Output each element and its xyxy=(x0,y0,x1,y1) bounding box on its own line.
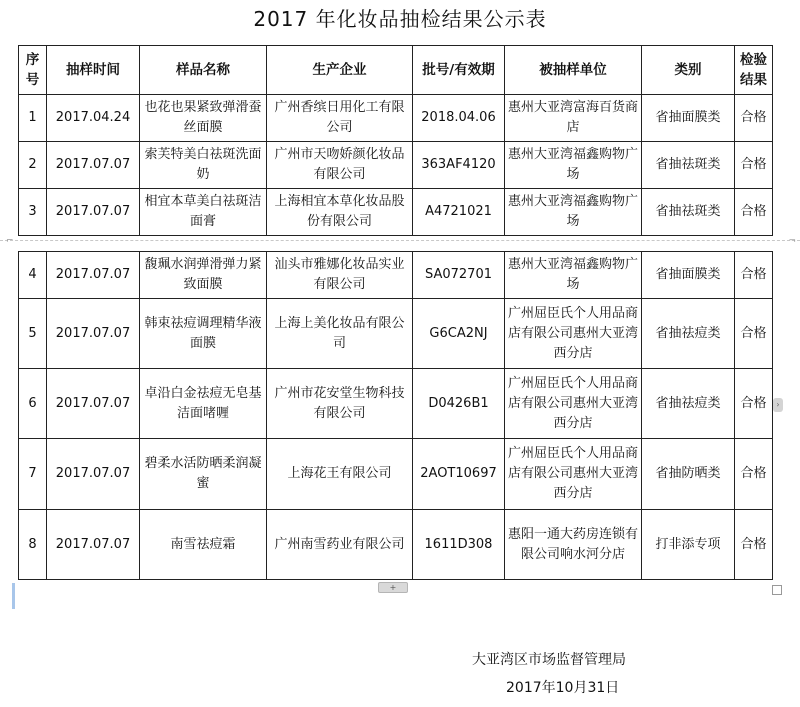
cell-unit: 惠州大亚湾福鑫购物广场 xyxy=(505,189,642,236)
cell-batch: G6CA2NJ xyxy=(413,299,505,369)
cell-date: 2017.07.07 xyxy=(47,189,140,236)
cell-unit: 惠州大亚湾福鑫购物广场 xyxy=(505,252,642,299)
cell-no: 8 xyxy=(19,510,47,580)
cell-result: 合格 xyxy=(735,369,773,439)
cell-result: 合格 xyxy=(735,189,773,236)
cell-maker: 上海花王有限公司 xyxy=(267,439,413,510)
cell-maker: 广州市花安堂生物科技有限公司 xyxy=(267,369,413,439)
cell-date: 2017.07.07 xyxy=(47,510,140,580)
cell-category: 打非添专项 xyxy=(642,510,735,580)
issuing-agency: 大亚湾区市场监督管理局 xyxy=(472,652,626,668)
cell-unit: 广州屈臣氏个人用品商店有限公司惠州大亚湾西分店 xyxy=(505,369,642,439)
cell-batch: 363AF4120 xyxy=(413,142,505,189)
header-unit: 被抽样单位 xyxy=(505,46,642,95)
cell-no: 5 xyxy=(19,299,47,369)
cell-date: 2017.07.07 xyxy=(47,439,140,510)
cell-unit: 广州屈臣氏个人用品商店有限公司惠州大亚湾西分店 xyxy=(505,299,642,369)
cell-unit: 广州屈臣氏个人用品商店有限公司惠州大亚湾西分店 xyxy=(505,439,642,510)
table-header-row xyxy=(19,46,773,95)
text-cursor xyxy=(12,583,15,609)
cell-product: 碧柔水活防晒柔润凝蜜 xyxy=(140,439,267,510)
table-row xyxy=(19,252,773,299)
cell-batch: 1611D308 xyxy=(413,510,505,580)
table-row xyxy=(19,439,773,510)
cell-result: 合格 xyxy=(735,142,773,189)
table-row xyxy=(19,369,773,439)
cell-result: 合格 xyxy=(735,439,773,510)
cell-batch: 2AOT10697 xyxy=(413,439,505,510)
page-break-divider xyxy=(0,240,800,241)
cell-date: 2017.07.07 xyxy=(47,142,140,189)
cell-no: 3 xyxy=(19,189,47,236)
cell-product: 也花也果紧致弹滑蚕丝面膜 xyxy=(140,95,267,142)
cell-maker: 广州南雪药业有限公司 xyxy=(267,510,413,580)
cell-batch: SA072701 xyxy=(413,252,505,299)
cell-unit: 惠州大亚湾富海百货商店 xyxy=(505,95,642,142)
cell-category: 省抽祛痘类 xyxy=(642,369,735,439)
header-date: 抽样时间 xyxy=(47,46,140,95)
cell-no: 4 xyxy=(19,252,47,299)
cell-no: 1 xyxy=(19,95,47,142)
cell-product: 索芙特美白祛斑洗面奶 xyxy=(140,142,267,189)
cell-result: 合格 xyxy=(735,252,773,299)
table-row xyxy=(19,142,773,189)
cell-category: 省抽防晒类 xyxy=(642,439,735,510)
table-row xyxy=(19,95,773,142)
header-result: 检验结果 xyxy=(735,46,773,95)
table-row xyxy=(19,189,773,236)
cell-no: 2 xyxy=(19,142,47,189)
cell-batch: 2018.04.06 xyxy=(413,95,505,142)
cell-unit: 惠州大亚湾福鑫购物广场 xyxy=(505,142,642,189)
table-resize-handle[interactable]: + xyxy=(378,582,408,593)
page-break-marker-right: ¬ xyxy=(788,236,796,246)
cell-result: 合格 xyxy=(735,95,773,142)
cell-date: 2017.07.07 xyxy=(47,299,140,369)
cell-maker: 广州市天吻娇颜化妆品有限公司 xyxy=(267,142,413,189)
page-break-marker-left: ⌐ xyxy=(6,236,14,246)
cell-date: 2017.04.24 xyxy=(47,95,140,142)
side-expand-handle[interactable]: › xyxy=(773,398,783,412)
table-row xyxy=(19,299,773,369)
cell-category: 省抽祛斑类 xyxy=(642,142,735,189)
page-title: 2017 年化妆品抽检结果公示表 xyxy=(253,7,547,31)
cell-product: 卓沿白金祛痘无皂基洁面啫喱 xyxy=(140,369,267,439)
cell-product: 相宜本草美白祛斑洁面膏 xyxy=(140,189,267,236)
cell-no: 6 xyxy=(19,369,47,439)
cell-maker: 上海相宜本草化妆品股份有限公司 xyxy=(267,189,413,236)
issue-date: 2017年10月31日 xyxy=(506,680,620,696)
header-batch: 批号/有效期 xyxy=(413,46,505,95)
cell-result: 合格 xyxy=(735,510,773,580)
cell-unit: 惠阳一通大药房连锁有限公司响水河分店 xyxy=(505,510,642,580)
cell-product: 馥珮水润弹滑弹力紧致面膜 xyxy=(140,252,267,299)
cell-batch: D0426B1 xyxy=(413,369,505,439)
cell-maker: 广州香缤日用化工有限公司 xyxy=(267,95,413,142)
cell-date: 2017.07.07 xyxy=(47,369,140,439)
results-table-page-1 xyxy=(18,45,773,236)
cell-result: 合格 xyxy=(735,299,773,369)
header-product: 样品名称 xyxy=(140,46,267,95)
header-no: 序号 xyxy=(19,46,47,95)
cell-category: 省抽面膜类 xyxy=(642,95,735,142)
cell-product: 南雪祛痘霜 xyxy=(140,510,267,580)
cell-date: 2017.07.07 xyxy=(47,252,140,299)
table-row xyxy=(19,510,773,580)
cell-no: 7 xyxy=(19,439,47,510)
header-category: 类别 xyxy=(642,46,735,95)
cell-category: 省抽祛痘类 xyxy=(642,299,735,369)
cell-category: 省抽祛斑类 xyxy=(642,189,735,236)
cell-batch: A4721021 xyxy=(413,189,505,236)
cell-category: 省抽面膜类 xyxy=(642,252,735,299)
cell-maker: 汕头市雅娜化妆品实业有限公司 xyxy=(267,252,413,299)
results-table-page-2 xyxy=(18,251,773,580)
cell-maker: 上海上美化妆品有限公司 xyxy=(267,299,413,369)
cell-product: 韩束祛痘调理精华液面膜 xyxy=(140,299,267,369)
table-corner-handle[interactable] xyxy=(772,585,782,595)
header-maker: 生产企业 xyxy=(267,46,413,95)
